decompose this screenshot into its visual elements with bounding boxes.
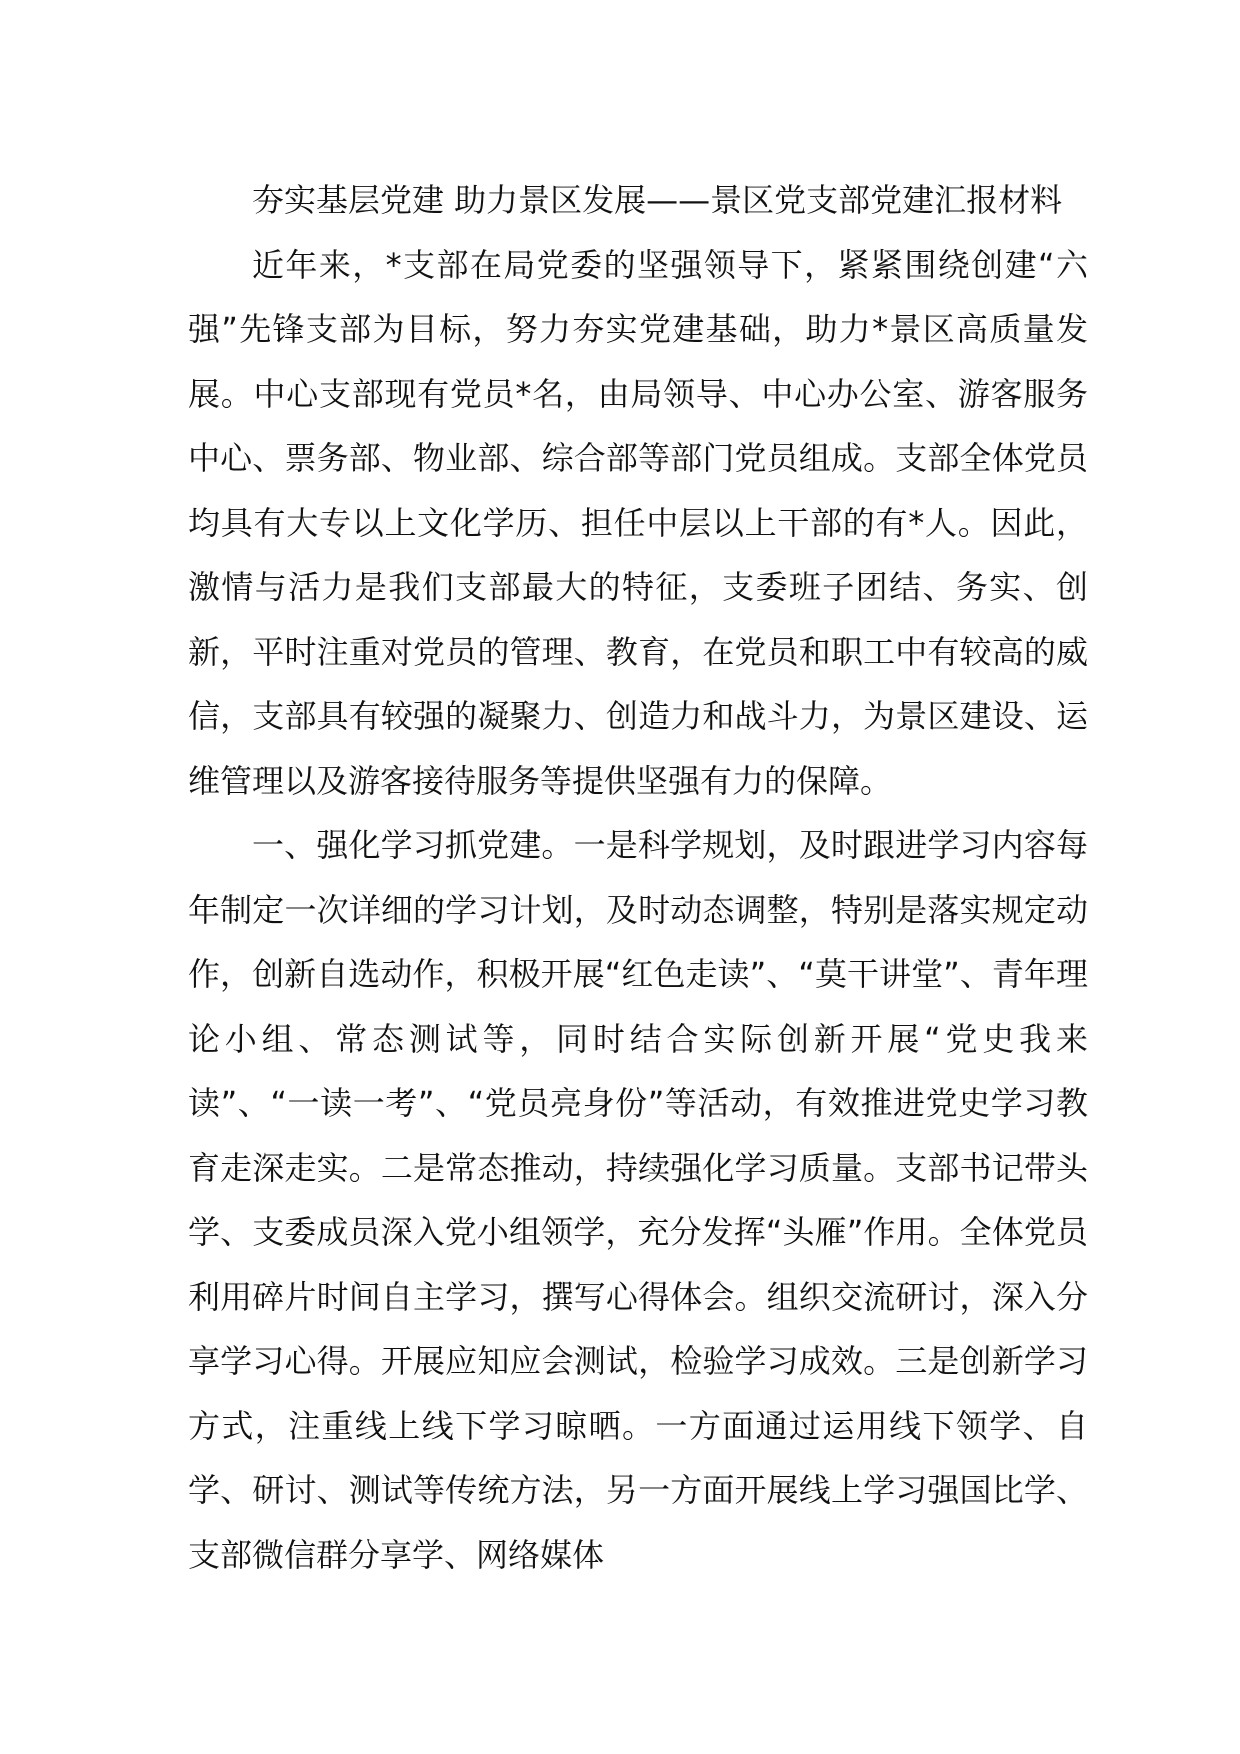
paragraph-section-1: 一、强化学习抓党建。一是科学规划，及时跟进学习内容每年制定一次详细的学习计划，及时动态调整，特别是落实规定动作，创新自选动作，积极开展“红色走读”、“莫干讲堂”、青年理论小组、常态测试等，同时结合实际创新开展“党史我来读”、“一读一考”、“党员亮身份”等活动，有效推进党史学习教育走深走实。二是常态推动，持续强化学习质量。支部书记带头学、支委成员深入党小组领学，充分发挥“头雁”作用。全体党员利用碎片时间自主学习，撰写心得体会。组织交流研讨，深入分享学习心得。开展应知应会测试，检验学习成效。三是创新学习方式，注重线上线下学习晾晒。一方面通过运用线下领学、自学、研讨、测试等传统方法，另一方面开展线上学习强国比学、支部微信群分享学、网络媒体 — [188, 826, 1088, 1574]
document-title: 夯实基层党建 助力景区发展——景区党支部党建汇报材料 — [252, 181, 1063, 219]
document-body — [188, 168, 1088, 1587]
paragraph-intro: 近年来，*支部在局党委的坚强领导下，紧紧围绕创建“六强”先锋支部为目标，努力夯实党建基础，助力*景区高质量发展。中心支部现有党员*名，由局领导、中心办公室、游客服务中心、票务部、物业部、综合部等部门党员组成。支部全体党员均具有大专以上文化学历、担任中层以上干部的有*人。因此，激情与活力是我们支部最大的特征，支委班子团结、务实、创新，平时注重对党员的管理、教育，在党员和职工中有较高的威信，支部具有较强的凝聚力、创造力和战斗力，为景区建设、运维管理以及游客接待服务等提供坚强有力的保障。 — [188, 245, 1088, 800]
